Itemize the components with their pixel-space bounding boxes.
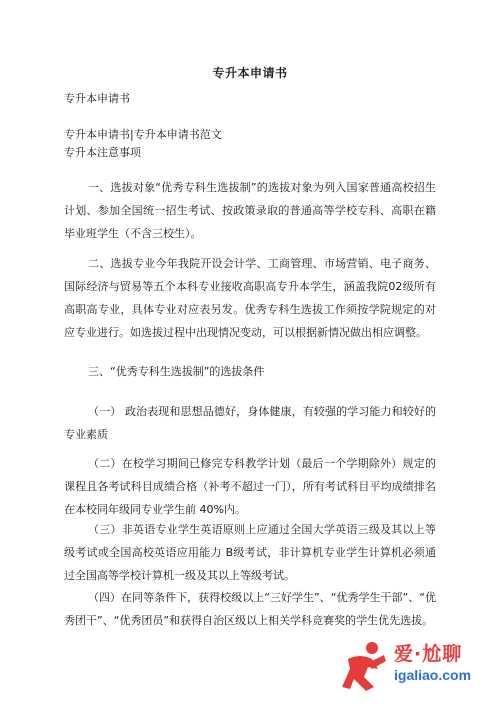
watermark xyxy=(338,637,488,697)
condition-item-2: （二）在校学习期间已修完专科教学计划（最后一个学期除外）规定的课程且各考试科目成绩合格（补考不超过一门），所有考试科目平均成绩排名在本校同年级同专业学生前 40%内。 xyxy=(64,457,436,516)
header-line: 专升本注意事项 xyxy=(64,146,141,159)
condition-item-3: （三）非英语专业学生英语原则上应通过全国大学英语三级及其以上等级考试或全国高校英语应用能力 B级考试，非计算机专业学生计算机必须通过全国高等学校计算机一级及其以上等级考试。 xyxy=(64,523,436,582)
header-line: 专升本申请书|专升本申请书范文 xyxy=(64,128,222,141)
condition-item-4: （四）在同等条件下，获得校级以上“三好学生”、“优秀学生干部”、“优秀团干”、“优秀团员”和获得自治区级以上相关学科竞赛奖的学生优先选拔。 xyxy=(64,591,436,627)
paragraph-selection-target: 一、选拔对象“优秀专科生选拔制”的选拔对象为列入国家普通高校招生计划、参加全国统一招生考试、按政策录取的普通高等学校专科、高职在籍毕业班学生（不含三校生）。 xyxy=(64,181,436,240)
running-figure-logo-icon xyxy=(338,639,390,693)
document-title: 专升本申请书 xyxy=(212,66,288,80)
condition-item-1: （一） 政治表现和思想品德好，身体健康，有较强的学习能力和较好的专业素质 xyxy=(64,405,436,441)
watermark-url: igaliao.com xyxy=(394,667,472,683)
paragraph-selection-majors: 二、选拔专业今年我院开设会计学、工商管理、市场营销、电子商务、国际经济与贸易等五个本科专业接收高职高专升本学生，涵盖我院02级所有高职高专业，具体专业对应表另发。优秀专科生选拔工作须按学院规定的对应专业进行。如选拔过程中出现情况变动，可以根据新情况做出相应调整。 xyxy=(64,257,436,339)
header-line: 专升本申请书 xyxy=(64,92,130,105)
watermark-text: 爱·尬聊 xyxy=(394,643,463,665)
section-heading-conditions: 三、“优秀专科生选拔制”的选拔条件 xyxy=(88,365,265,378)
